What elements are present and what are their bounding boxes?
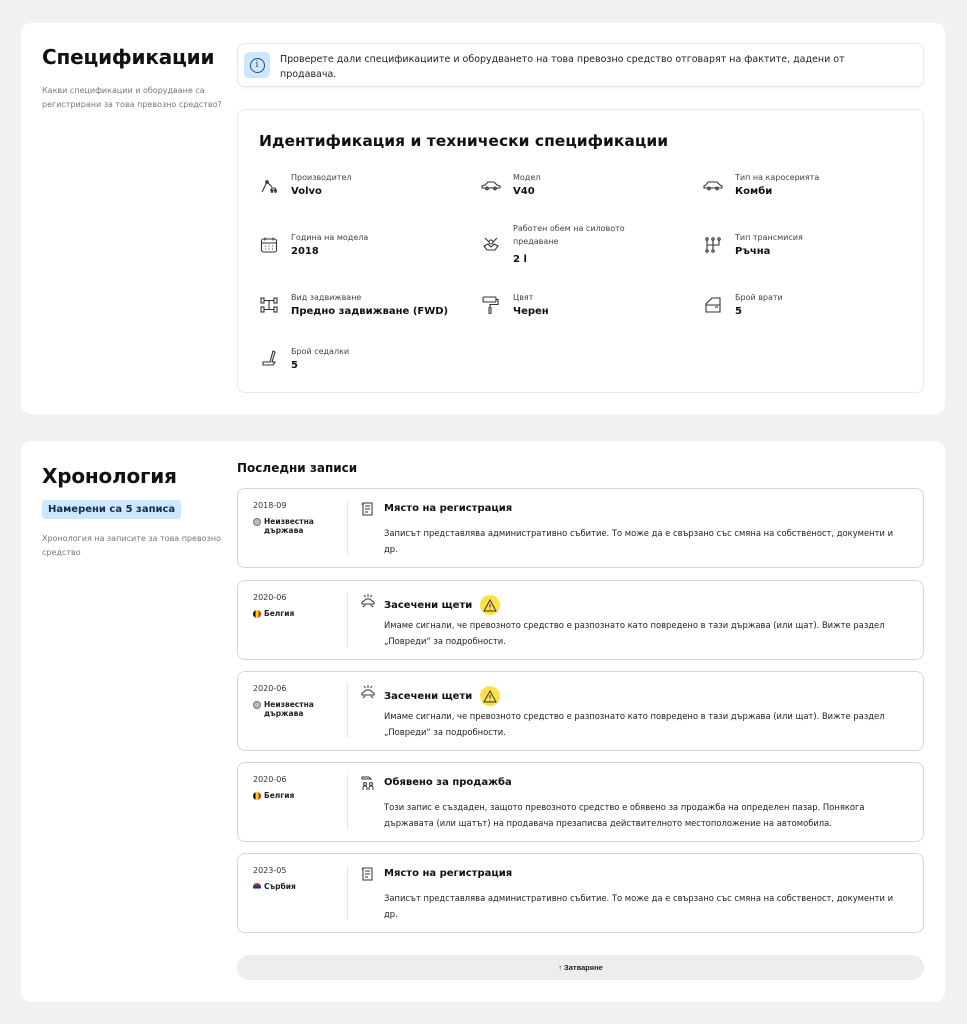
spec-value: 2 l [513, 254, 527, 265]
spec-label: Брой врати [735, 293, 783, 302]
car-icon [481, 175, 501, 195]
history-entry[interactable] [237, 762, 924, 842]
specifications-intro [42, 45, 222, 112]
spec-value: Volvo [291, 186, 322, 197]
spec-label: Модел [513, 173, 541, 182]
engine-icon [481, 234, 501, 254]
document-icon [360, 501, 376, 517]
entry-divider [347, 866, 348, 920]
recent-records-heading: Последни записи [237, 461, 358, 475]
spec-label: Вид задвижване [291, 293, 362, 302]
entry-country: Белгия [253, 791, 338, 800]
entry-country: Неизвестна държава [253, 517, 338, 535]
calendar-icon [259, 235, 279, 255]
unknown-country-flag-icon [253, 518, 261, 526]
entry-country: Неизвестна държава [253, 700, 338, 718]
specifications-subtitle: Какви спецификации и оборудване са регистрирани за това превозно средство? [42, 86, 222, 109]
entry-divider [347, 593, 348, 647]
entry-country: Белгия [253, 609, 338, 618]
door-icon [703, 295, 723, 315]
spec-label: Брой седалки [291, 347, 350, 356]
history-entry[interactable] [237, 488, 924, 568]
serbia-flag-icon [253, 883, 261, 891]
spec-label: Цвят [513, 293, 534, 302]
entry-date: 2020-06 [253, 684, 287, 693]
spec-label: Година на модела [291, 233, 369, 242]
specifications-title: Спецификации [42, 45, 215, 69]
entry-title: Засечени щети [384, 595, 500, 615]
spec-label: Тип трансмисия [735, 233, 803, 242]
entry-title: Обявено за продажба [384, 777, 512, 788]
history-entry[interactable] [237, 671, 924, 751]
document-icon [360, 866, 376, 882]
spec-value: Комби [735, 186, 773, 197]
unknown-country-flag-icon [253, 701, 261, 709]
specifications-box [237, 109, 924, 393]
info-icon: i [244, 52, 270, 78]
specifications-box-title: Идентификация и технически спецификации [259, 132, 669, 150]
entry-date: 2020-06 [253, 775, 287, 784]
drivetrain-icon [259, 295, 279, 315]
spec-value: Предно задвижване (FWD) [291, 306, 449, 317]
records-found-badge: Намерени са 5 записа [42, 500, 181, 519]
specifications-card [21, 23, 945, 414]
gearbox-icon [703, 235, 723, 255]
warning-icon [480, 595, 500, 615]
spec-value: Ръчна [735, 246, 771, 257]
history-subtitle: Хронология на записите за това превозно средство [42, 534, 221, 557]
history-entry[interactable] [237, 853, 924, 933]
entry-divider [347, 775, 348, 829]
entry-title: Място на регистрация [384, 868, 513, 879]
entry-description: Имаме сигнали, че превозното средство е разпознато като повредено в тази държава (или щат). Вижте раздел „Повреди“ за подробности. [384, 711, 885, 737]
info-alert-text: Проверете дали спецификациите и оборудването на това превозно средство отговарят на фактите, дадени от продавача. [280, 54, 845, 80]
entry-title: Засечени щети [384, 686, 500, 706]
history-title: Хронология [42, 464, 177, 488]
entry-description: Този запис е създаден, защото превозното средство е обявено за продажба на определен пазар. Понякога държавата (или щатът) на продавача презаписва действителното местоположение на автомобила. [384, 802, 865, 828]
info-alert [237, 43, 924, 87]
entry-description: Имаме сигнали, че превозното средство е разпознато като повредено в тази държава (или щат). Вижте раздел „Повреди“ за подробности. [384, 620, 885, 646]
entry-description: Записът представлява административно събитие. То може да е свързано със смяна на собственост, документи и др. [384, 893, 894, 919]
entry-divider [347, 501, 348, 555]
close-button[interactable]: ↑ Затваряне [237, 955, 924, 980]
belgium-flag-icon [253, 610, 261, 618]
belgium-flag-icon [253, 792, 261, 800]
entry-date: 2020-06 [253, 593, 287, 602]
damage-icon [360, 684, 376, 700]
spec-value: 2018 [291, 246, 319, 257]
history-card [21, 441, 945, 1002]
history-intro [42, 464, 222, 560]
entry-date: 2023-05 [253, 866, 287, 875]
spec-value: 5 [735, 306, 742, 317]
car-body-icon [703, 175, 723, 195]
spec-value: V40 [513, 186, 535, 197]
damage-icon [360, 593, 376, 609]
spec-label: Тип на каросерията [735, 173, 820, 182]
entry-description: Записът представлява административно събитие. То може да е свързано със смяна на собственост, документи и др. [384, 528, 894, 554]
entry-date: 2018-09 [253, 501, 287, 510]
seat-icon [259, 349, 279, 369]
spec-label: Производител [291, 173, 352, 182]
warning-icon [480, 686, 500, 706]
car-lift-icon [259, 175, 279, 195]
entry-divider [347, 684, 348, 738]
history-entry[interactable] [237, 580, 924, 660]
entry-title: Място на регистрация [384, 503, 513, 514]
spec-value: 5 [291, 360, 298, 371]
spec-label: Работен обем на силовото предаване [513, 224, 625, 246]
sale-icon [360, 775, 376, 791]
spec-value: Черен [513, 306, 549, 317]
entry-country: Сърбия [253, 882, 338, 891]
paint-roller-icon [481, 295, 501, 315]
